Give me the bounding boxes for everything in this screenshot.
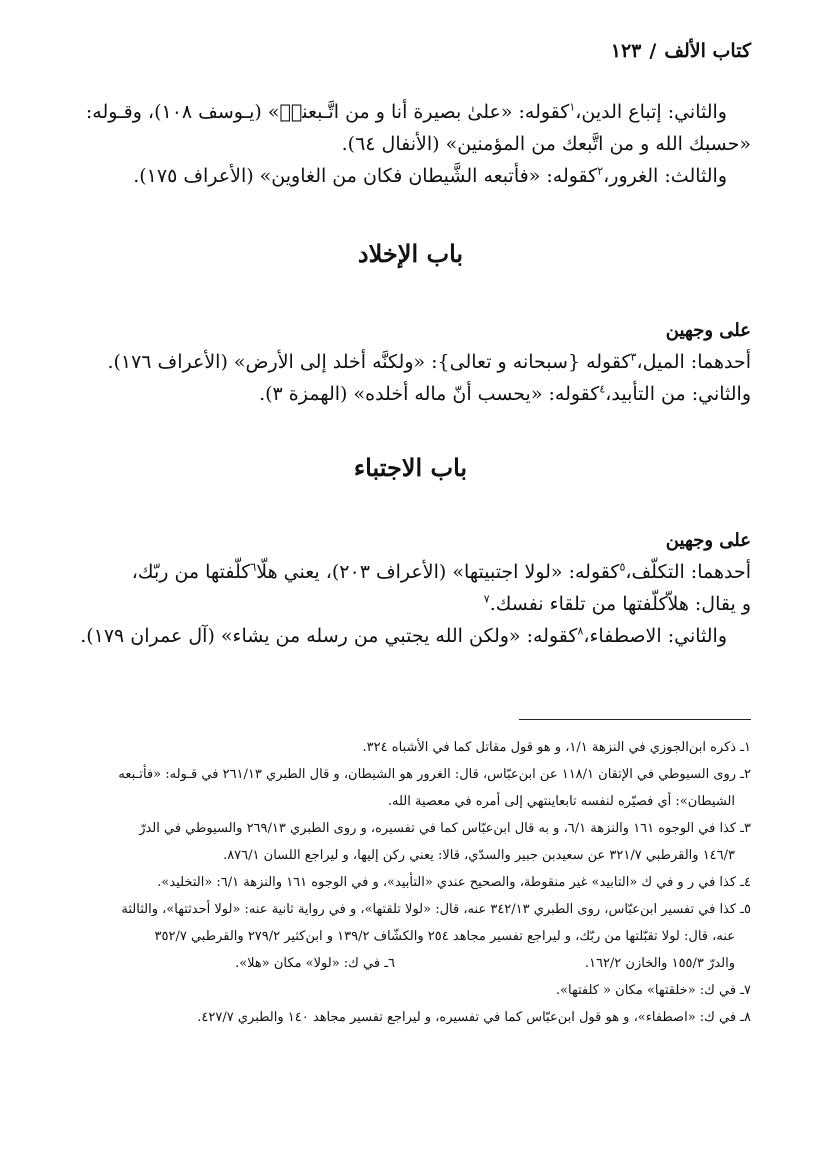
- paragraph-second-meaning-line-1: والثاني: إتباع الدين،$^١$كقوله: «علىٰ بصيرة أنا و من اتَّـبعنيٖ» (يـوسف ١٠٨)، وقـوله:: [85, 100, 727, 123]
- ijtiba-second-meaning: والثاني: الاصطفاء،$^٨$كقوله: «ولكن الله يجتبي من رسله من يشاء» (آل عمران ١٧٩).: [80, 624, 727, 647]
- chapter-title-ikhlad: باب الإخلاد: [357, 239, 464, 268]
- footnote-5-continued: عنه، قال: لولا تقبّلتها من ربّك، و ليراجع تفسير مجاهد ٢٥٤ والكشّاف ١٣٩/٢ و ابن‌كثير ٢٧٩/٢ والقرطبي ٣٥٢/٧: [154, 929, 735, 944]
- running-head: [611, 40, 751, 62]
- footnote-3: ٣ـ كذا في الوجوه ١٦١ والنزهة ٦/١، و به قال ابن‌عبّاس كما في تفسيره، و روى الطبري ٢٦٩/١٣ والسيوطي في الدرّ: [139, 821, 751, 836]
- page-number: ١٢٣: [610, 40, 642, 62]
- footnote-ref-8[interactable]: ٨: [577, 624, 584, 638]
- footnote-7: ٧ـ في ك: «خلقتها» مكان « كلفتها».: [555, 983, 751, 998]
- footnote-ref-7[interactable]: ٧: [483, 592, 490, 606]
- footnote-2: ٢ـ روى السيوطي في الإتقان ١١٨/١ عن ابن‌عبّاس، قال: الغرور هو الشيطان، و قال الطبري ٢٦١/١٣ في قـوله: «فأتـبعه: [118, 767, 751, 782]
- footnote-ref-4[interactable]: ٤: [599, 382, 606, 396]
- footnote-1: ١ـ ذكره ابن‌الجوزي في النزهة ١/١، و هو قول مقاتل كما في الأشباه ٣٢٤.: [362, 740, 751, 755]
- paragraph-second-meaning-line-2: «حسبك الله و من اتَّبعك من المؤمنين» (الأنفال ٦٤).: [341, 133, 751, 155]
- footnote-3-continued: ١٤٦/٣ والقرطبي ٣٢١/٧ عن سعيدبن جبير والسدّي، قالا: يعني ركن إليها، و ليراجع اللسان ٨٧٦/١.: [223, 848, 735, 863]
- footnote-5: ٥ـ كذا في تفسير ابن‌عبّاس، روى الطبري ٣٤٢/١٣ عنه، قال: «لولا تلقتها»، و في رواية ثانية عنه: «لولا أحدثتها»، والثالثة: [121, 902, 751, 917]
- footnote-divider: [519, 719, 751, 720]
- chapter-ikhlad-subtitle: على وجهين: [665, 320, 751, 341]
- running-head-separator: /: [649, 40, 657, 62]
- footnote-ref-3[interactable]: ٣: [630, 350, 637, 364]
- footnote-ref-5[interactable]: ٥: [619, 560, 626, 574]
- footnote-row-5-6: [70, 950, 751, 977]
- chapter-ijtiba-subtitle: على وجهين: [665, 530, 751, 551]
- chapter-title-ijtiba: باب الاجتباء: [353, 453, 468, 482]
- main-text: [70, 96, 751, 652]
- footnote-ref-1[interactable]: ١: [569, 100, 576, 114]
- footnote-ref-2[interactable]: ٢: [597, 164, 604, 178]
- ikhlad-first-meaning: أحدهما: الميل،$^٣$كقوله {سبحانه و تعالى}: «ولكنَّه أخلد إلى الأرض» (الأعراف ١٧٦).: [107, 350, 751, 373]
- paragraph-third-meaning: والثالث: الغرور،$^٢$كقوله: «فأتبعه الشَّيطان فكان من الغاوين» (الأعراف ١٧٥).: [133, 164, 727, 187]
- footnote-2-continued: الشيطان»: أي فصيّره لنفسه تابعاينتهي إلى أمره في معصية الله.: [387, 794, 735, 809]
- footnotes: [70, 734, 751, 1031]
- footnote-6: ٦ـ في ك: «لولا» مكان «هلا».: [235, 956, 395, 971]
- footnote-ref-6[interactable]: ٦: [250, 560, 257, 574]
- running-head-title: كتاب الألف: [664, 40, 751, 62]
- ijtiba-first-meaning-line-2: و يقال: هلاّكلّفتها من تلقاء نفسك.$^٧$: [483, 592, 751, 615]
- footnote-4: ٤ـ كذا في ر و في ك «التابيد» غير منقوطة، والصحيح عندي «التأبيد»، و في الوجوه ١٦١ والنزهة ٦/١: «التخليد».: [157, 875, 751, 890]
- ijtiba-first-meaning-line-1: أحدهما: التكلّف،$^٥$كقوله: «لولا اجتبيتها» (الأعراف ٢٠٣)، يعني هلّا$^٦$كلّفتها من ربّك،: [131, 560, 751, 583]
- ikhlad-second-meaning: والثاني: من التأبيد،$^٤$كقوله: «يحسب أنّ ماله أخلده» (الهمزة ٣).: [259, 382, 751, 405]
- footnote-8: ٨ـ في ك: «اصطفاء»، و هو قول ابن‌عبّاس كما في تفسيره، و ليراجع تفسير مجاهد ١٤٠ والطبري ٤٢٧/٧.: [197, 1010, 751, 1025]
- footnote-5-end: والدرّ ١٥٥/٣ والخازن ١٦٢/٢.: [584, 956, 735, 971]
